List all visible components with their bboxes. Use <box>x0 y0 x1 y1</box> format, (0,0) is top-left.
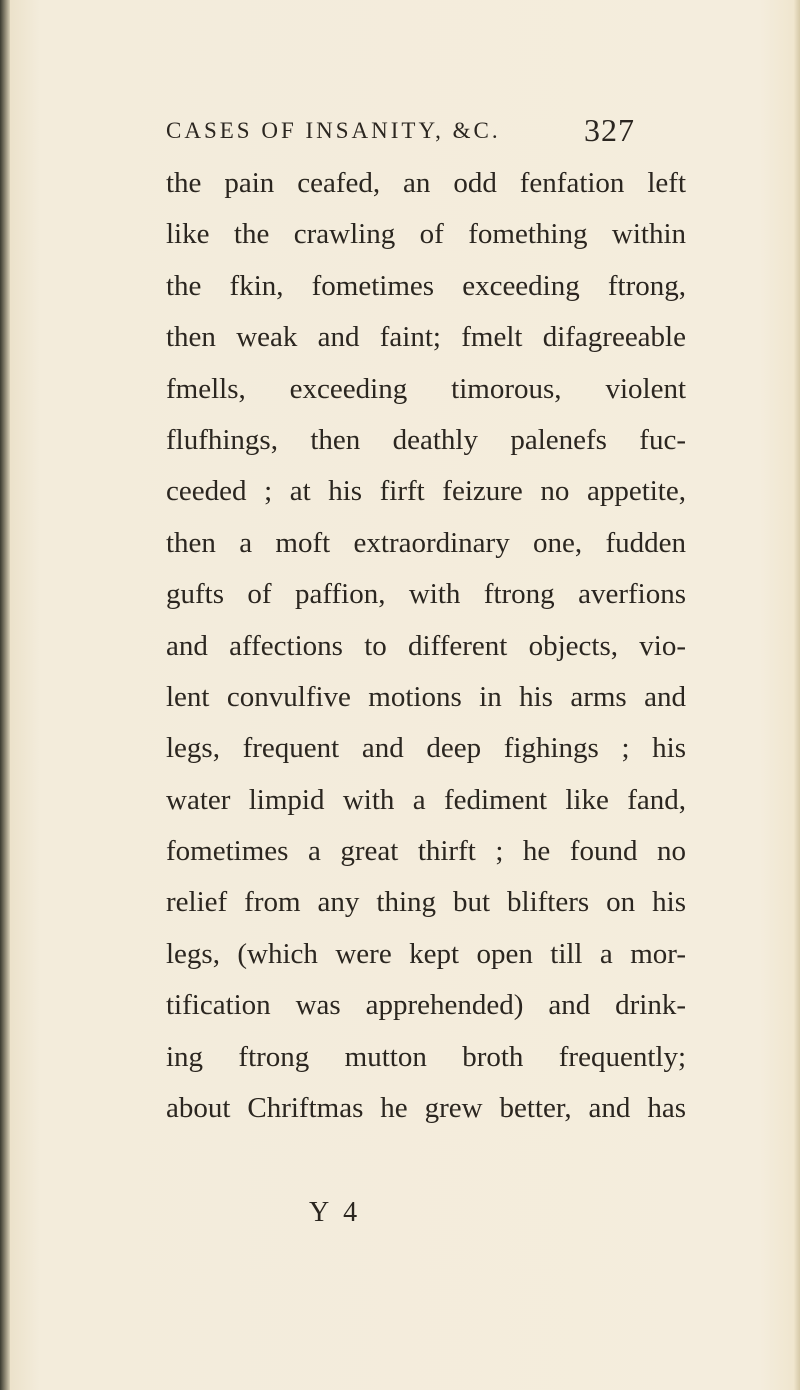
text-line: tification was apprehended) and drink- <box>166 989 686 1022</box>
text-line: ceeded ; at his firft feizure no appetite, <box>166 475 686 508</box>
text-line: lent convulfive motions in his arms and <box>166 680 686 713</box>
text-line: the fkin, fometimes exceeding ftrong, <box>166 269 686 302</box>
text-line: water limpid with a fediment like fand, <box>166 783 686 816</box>
text-line: like the crawling of fomething within <box>166 218 686 251</box>
running-head-title: CASES OF INSANITY, &C. <box>166 118 501 143</box>
page-edge <box>794 0 800 1390</box>
running-head <box>166 112 666 152</box>
text-line: and affections to different objects, vio- <box>166 629 686 662</box>
body-text <box>166 158 686 1134</box>
text-line: fometimes a great thirft ; he found no <box>166 835 686 868</box>
text-line: flufhings, then deathly palenefs fuc- <box>166 423 686 456</box>
text-line: legs, (which were kept open till a mor- <box>166 937 686 970</box>
text-line: then a moft extraordinary one, fudden <box>166 526 686 559</box>
signature-mark: Y 4 <box>309 1197 362 1228</box>
text-line: fmells, exceeding timorous, violent <box>166 372 686 405</box>
text-line: the pain ceafed, an odd fenfation left <box>166 167 686 199</box>
text-line: ing ftrong mutton broth frequently; <box>166 1040 686 1073</box>
text-line: relief from any thing but blifters on his <box>166 886 686 919</box>
page-number: 327 <box>584 112 635 148</box>
text-line: legs, frequent and deep fighings ; his <box>166 732 686 765</box>
binding-edge <box>0 0 10 1390</box>
text-line: then weak and faint; fmelt difagreeable <box>166 321 686 354</box>
text-line: gufts of paffion, with ftrong averfions <box>166 578 686 611</box>
text-line: about Chriftmas he grew better, and has <box>166 1092 686 1125</box>
